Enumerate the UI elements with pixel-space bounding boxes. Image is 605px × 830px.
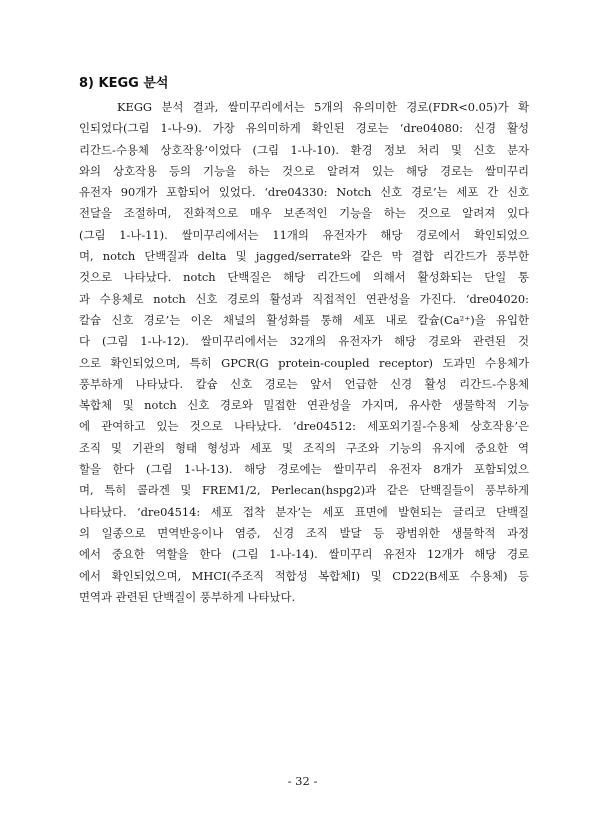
- section-heading: 8) KEGG 분석: [79, 76, 169, 91]
- text-line: 칼슘 신호 경로’는 이온 채널의 활성화를 통해 세포 내로 칼슘(Ca²⁺)을 유입한: [79, 312, 529, 327]
- text-line: 에서 확인되었으며, MHCI(주조직 적합성 복합체I) 및 CD22(B세포 수용체) 등: [79, 568, 529, 583]
- text-line: 으로 확인되었으며, 특히 GPCR(G protein-coupled receptor) 도과민 수용체가: [79, 355, 529, 370]
- text-line: 전달을 조절하며, 진화적으로 매우 보존적인 기능을 하는 것으로 알려져 있다: [79, 206, 529, 221]
- text-line: (그림 1-나-11). 쌀미꾸리에서는 11개의 유전자가 해당 경로에서 확인되었으: [79, 227, 529, 242]
- text-line: 리간드-수용체 상호작용’이었다 (그림 1-나-10). 환경 정보 처리 및 신호 분자: [79, 142, 529, 157]
- text-line: 와의 상호작용 등의 기능을 하는 것으로 알려져 있는 해당 경로는 쌀미꾸리: [79, 163, 529, 178]
- text-line: 조직 및 기관의 형태 형성과 세포 및 조직의 구조와 기능의 유지에 중요한 역: [79, 440, 529, 455]
- text-line: 의 일종으로 면역반응이나 염증, 신경 조직 발달 등 광범위한 생물학적 과정: [79, 525, 529, 540]
- page-number: - 32 -: [287, 774, 318, 788]
- text-line: 복합체 및 notch 신호 경로와 밀접한 연관성을 가지며, 유사한 생물학적 기능: [79, 398, 529, 413]
- body-paragraph: [79, 97, 529, 608]
- text-line: 나타났다. ‘dre04514: 세포 접착 분자’는 세포 표면에 발현되는 글리코 단백질: [79, 504, 529, 519]
- text-line: 다 (그림 1-나-12). 쌀미꾸리에서는 32개의 유전자가 해당 경로와 관련된 것: [79, 334, 529, 349]
- text-line: 할을 한다 (그림 1-나-13). 해당 경로에는 쌀미꾸리 유전자 8개가 포함되었으: [79, 462, 529, 477]
- text-line: 에 관여하고 있는 것으로 나타났다. ‘dre04512: 세포외기질-수용체 상호작용’은: [79, 419, 529, 434]
- text-line: 며, notch 단백질과 delta 및 jagged/serrate와 같은 막 결합 리간드가 풍부한: [79, 249, 529, 264]
- text-line: 에서 중요한 역할을 한다 (그림 1-나-14). 쌀미꾸리 유전자 12개가 해당 경로: [79, 547, 529, 562]
- text-line: 과 수용체로 notch 신호 경로의 활성과 직접적인 연관성을 가진다. ‘dre04020:: [79, 291, 529, 306]
- text-line: 인되었다(그림 1-나-9). 가장 유의미하게 확인된 경로는 ‘dre04080: 신경 활성: [79, 121, 529, 136]
- text-line: 것으로 나타났다. notch 단백질은 해당 리간드에 의해서 활성화되는 단일 통: [79, 270, 529, 285]
- text-line: 풍부하게 나타났다. 칼슘 신호 경로는 앞서 언급한 신경 활성 리간드-수용체: [79, 376, 529, 391]
- text-line: 면역과 관련된 단백질이 풍부하게 나타났다.: [79, 589, 296, 604]
- text-line: KEGG 분석 결과, 쌀미꾸리에서는 5개의 유의미한 경로(FDR<0.05)가 확: [117, 100, 529, 114]
- text-line: 유전자 90개가 포함되어 있었다. ‘dre04330: Notch 신호 경로’는 세포 간 신호: [79, 185, 529, 200]
- text-line: 며, 특히 콜라겐 및 FREM1/2, Perlecan(hspg2)과 같은 단백질들이 풍부하게: [79, 483, 529, 498]
